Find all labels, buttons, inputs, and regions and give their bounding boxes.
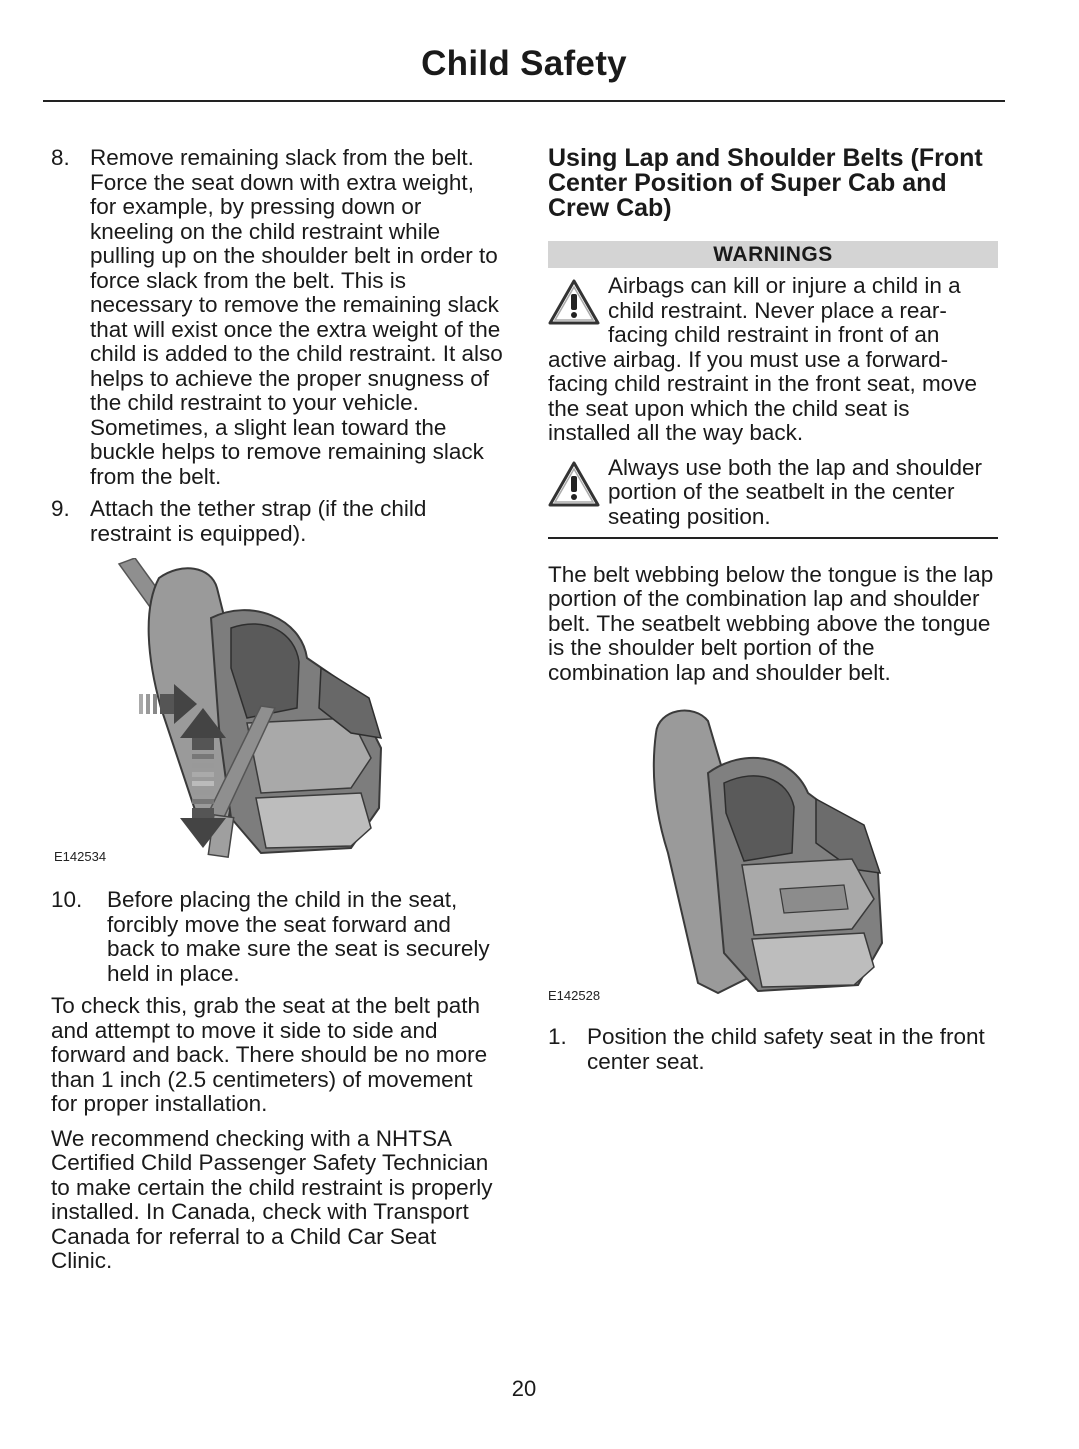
figure-seat-tighten (51, 558, 503, 878)
figure-id: E142534 (54, 849, 107, 864)
step-number: 8. (51, 145, 70, 170)
paragraph: The belt webbing below the tongue is the lap portion of the combination lap and shoulder belt. The seatbelt webbing above the tongue is the shoulder belt portion of the combination lap and shoulder belt. (548, 561, 994, 685)
page-title: Child Safety (421, 44, 627, 83)
warning-item (548, 456, 998, 530)
figure-seat-center (548, 703, 998, 1013)
header-divider (43, 100, 1005, 102)
warning-triangle-icon (548, 459, 600, 511)
step-text: Position the child safety seat in the front center seat. (587, 1024, 985, 1074)
child-seat-tighten-illustration (51, 558, 503, 868)
step-1 (548, 1025, 998, 1074)
step-number: 9. (51, 496, 70, 521)
paragraph: To check this, grab the seat at the belt path and attempt to move it side to side and forward and back. There should be no more than 1 inch (2.5 centimeters) of movement for proper installation. (51, 993, 488, 1116)
warnings-header: WARNINGS (548, 241, 998, 268)
left-column (51, 146, 503, 1284)
step-9 (51, 497, 503, 546)
paragraph: We recommend checking with a NHTSA Certified Child Passenger Safety Technician to make certain the child restraint is properly installed. In Canada, check with Transport Canada for referral to a Child Car Seat Clinic. (51, 1125, 493, 1273)
warning-text: Airbags can kill or injure a child in a child restraint. Never place a rear-facing child restraint in front of an active airbag. If you must use a forward-facing child restraint in the front seat, move the seat upon which the child seat is installed all the way back. (548, 273, 977, 445)
step-number: 1. (548, 1024, 567, 1049)
child-seat-center-illustration (548, 703, 998, 1003)
step-text: Remove remaining slack from the belt. Force the seat down with extra weight, for example, by pressing down or kneeling on the child restraint while pulling up on the shoulder belt in order to force slack from the belt. This is necessary to remove the remaining slack that will exist once the extra weight of the child is added to the child restraint. It also helps to achieve the proper snugness of the child restraint to your vehicle. Sometimes, a slight lean toward the buckle helps to remove remaining slack from the belt. (90, 145, 503, 489)
step-8 (51, 146, 503, 489)
page-number: 20 (511, 1376, 537, 1401)
section-title: Using Lap and Shoulder Belts (Front Center Position of Super Cab and Crew Cab) (548, 144, 983, 222)
figure-id: E142528 (548, 988, 601, 1003)
step-text: Before placing the child in the seat, forcibly move the seat forward and back to make sure the seat is securely held in place. (107, 887, 490, 986)
warning-text: Always use both the lap and shoulder portion of the seatbelt in the center seating position. (608, 454, 982, 529)
step-text: Attach the tether strap (if the child restraint is equipped). (90, 496, 427, 546)
step-number: 10. (51, 887, 83, 912)
warning-triangle-icon (548, 277, 600, 329)
warnings-divider (548, 537, 998, 539)
right-column (548, 146, 998, 1082)
step-10 (51, 888, 503, 986)
warning-item (548, 274, 998, 446)
